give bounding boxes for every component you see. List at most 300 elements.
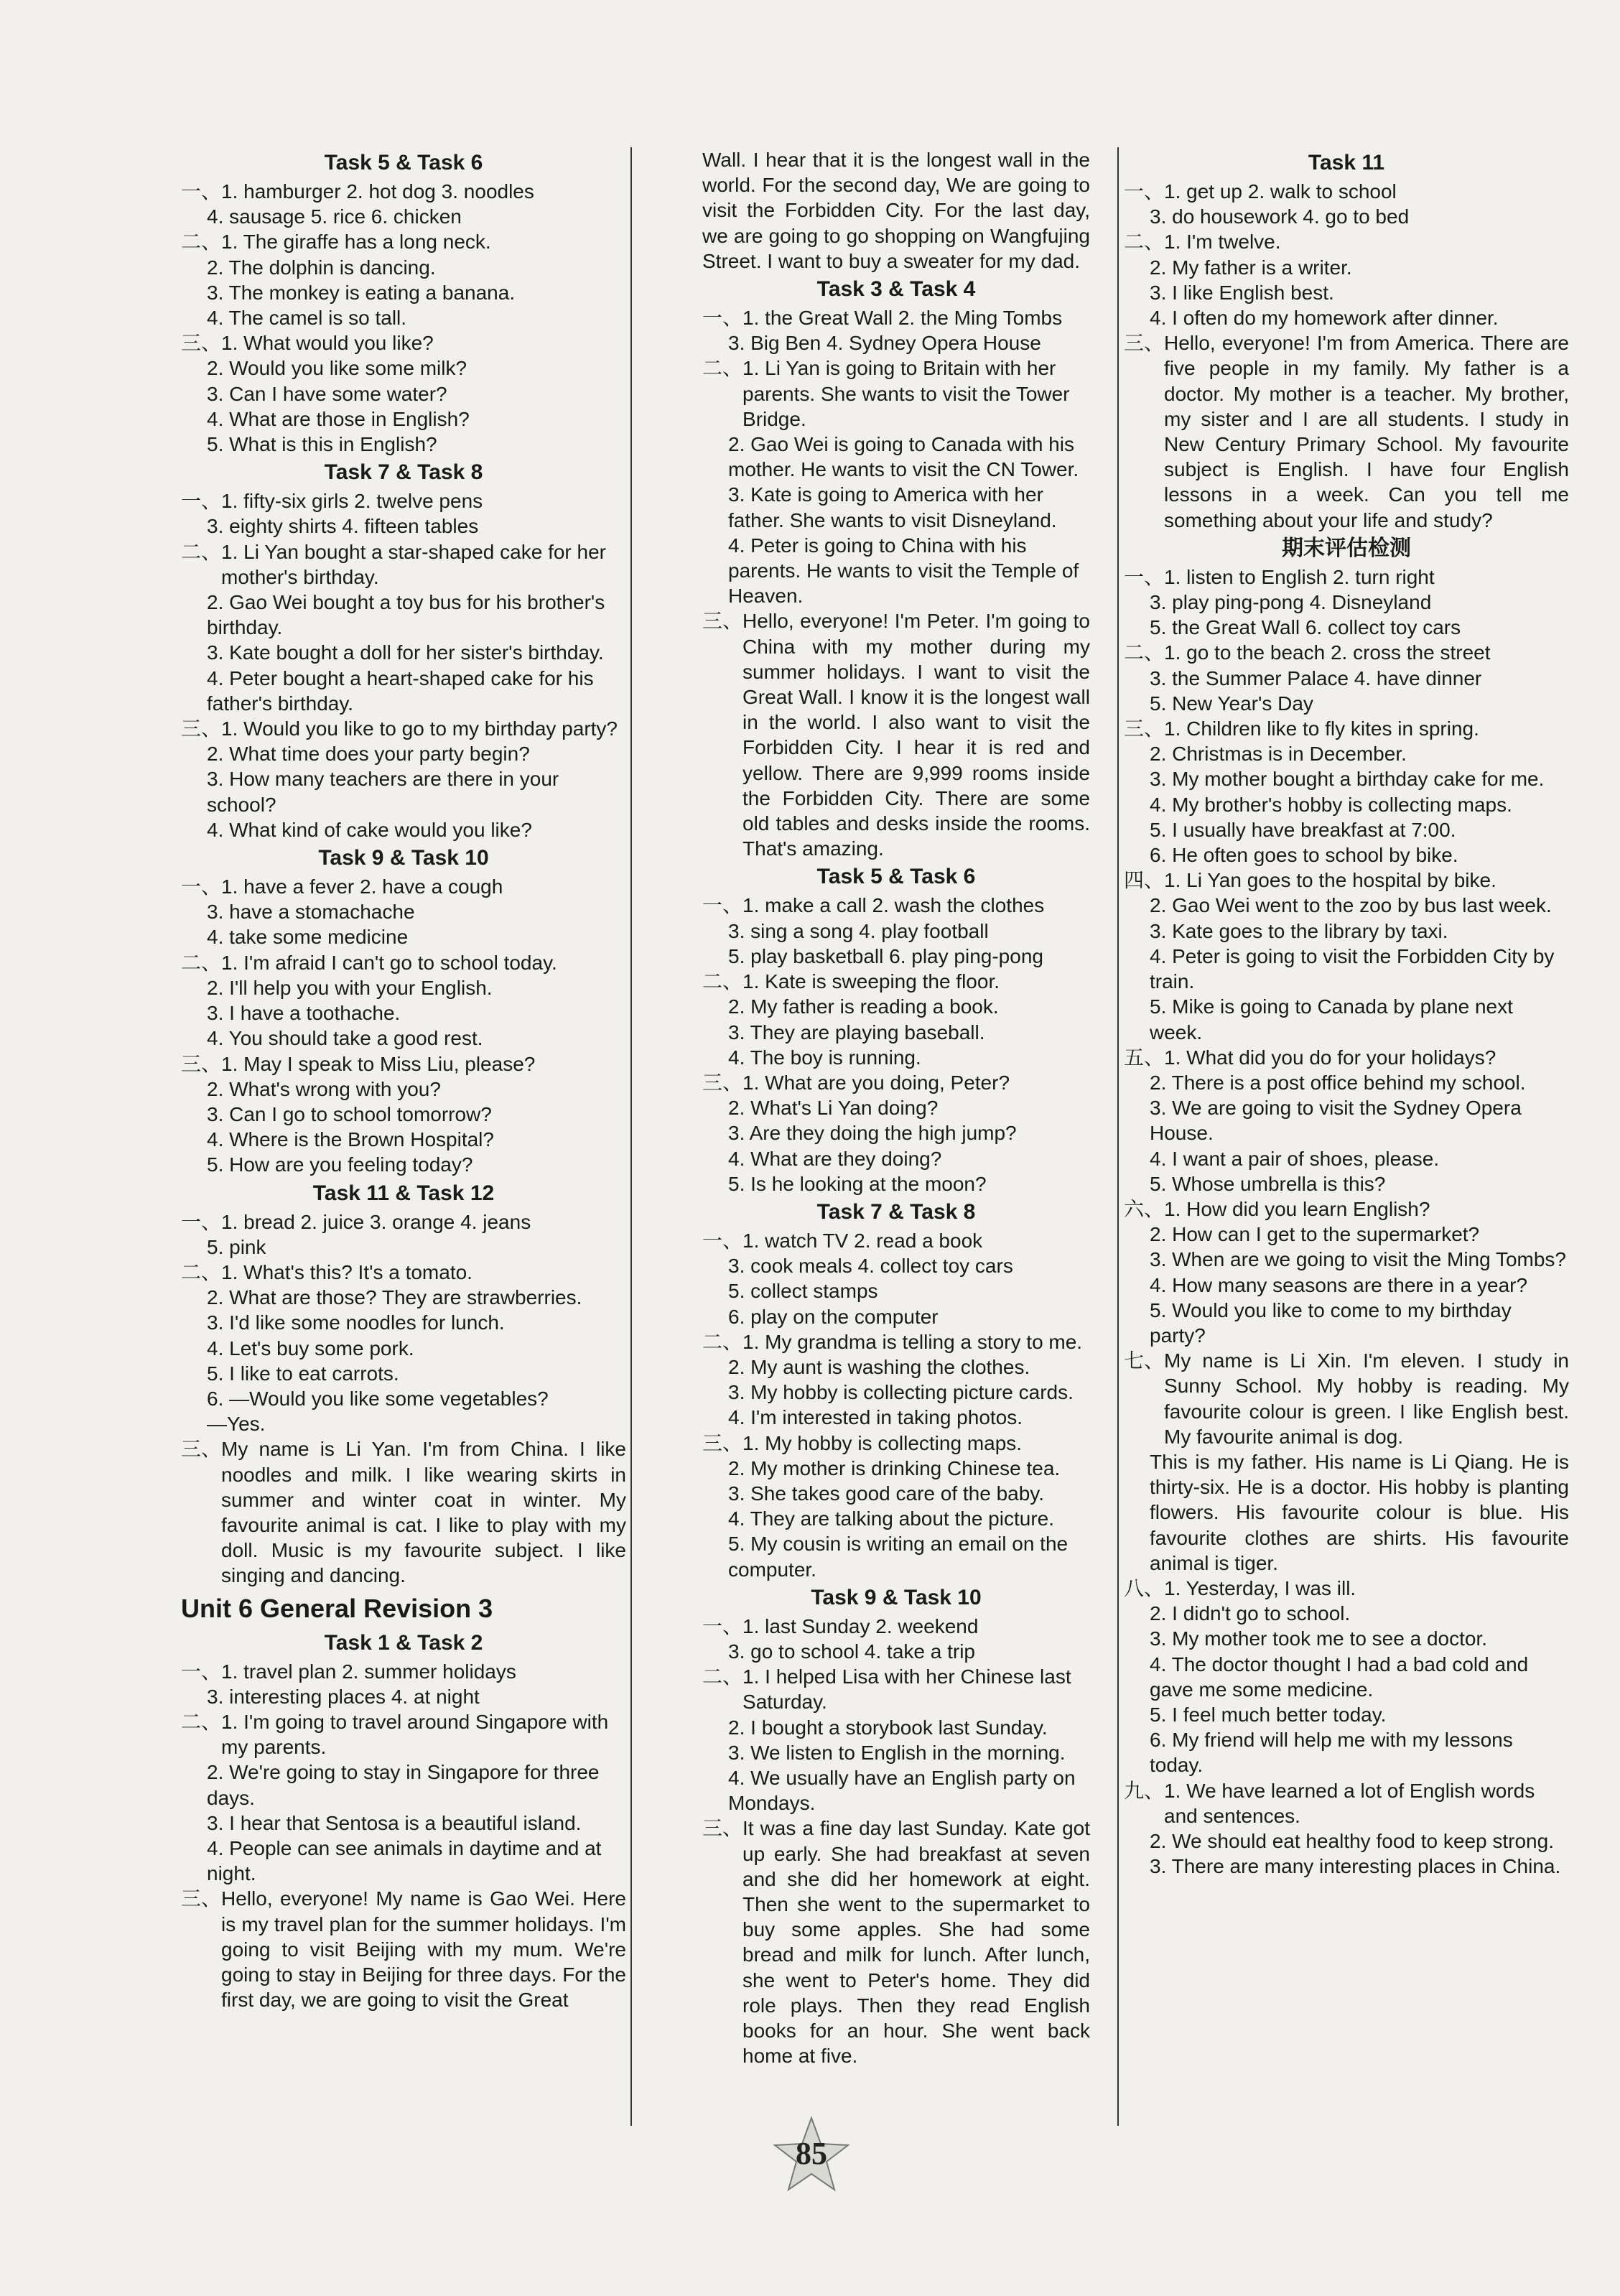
answer-text: 3. My mother took me to see a doctor. bbox=[1150, 1627, 1487, 1650]
answer-text: 5. Mike is going to Canada by plane next week. bbox=[1150, 995, 1513, 1044]
answer-group bbox=[702, 1614, 1090, 2069]
question-number bbox=[181, 432, 207, 457]
question-number bbox=[181, 1285, 207, 1310]
answer-item bbox=[702, 1740, 1090, 1765]
question-number bbox=[1124, 1601, 1150, 1626]
question-number bbox=[702, 1639, 728, 1664]
answer-item bbox=[702, 305, 1090, 330]
answer-item bbox=[181, 950, 626, 975]
answer-item bbox=[702, 533, 1090, 609]
answer-item bbox=[1124, 1626, 1569, 1651]
answer-item bbox=[181, 716, 626, 741]
answer-text: 1. Would you like to go to my birthday party? bbox=[221, 717, 618, 740]
question-number bbox=[1124, 1222, 1150, 1247]
answer-text: 4. We usually have an English party on Mondays. bbox=[728, 1766, 1076, 1815]
question-number bbox=[181, 1811, 207, 1836]
question-number bbox=[1124, 766, 1150, 791]
question-number bbox=[181, 899, 207, 924]
question-number bbox=[702, 1405, 728, 1430]
answer-item bbox=[702, 1120, 1090, 1145]
answer-item bbox=[1124, 842, 1569, 868]
question-number bbox=[1124, 590, 1150, 615]
answer-text: 6. He often goes to school by bike. bbox=[1150, 844, 1458, 867]
answer-item bbox=[181, 1684, 626, 1709]
question-number bbox=[181, 590, 207, 640]
column-divider-left bbox=[630, 147, 632, 2126]
answer-item bbox=[702, 1045, 1090, 1070]
answer-item bbox=[702, 893, 1090, 918]
answer-group bbox=[181, 874, 626, 1177]
answer-item bbox=[181, 640, 626, 665]
answer-text: 3. Can I go to school tomorrow? bbox=[207, 1102, 492, 1125]
answer-group bbox=[702, 147, 1090, 274]
answer-item bbox=[1124, 1854, 1569, 1879]
answer-group bbox=[181, 1659, 626, 2013]
question-number bbox=[702, 1146, 728, 1171]
answer-text: 5. New Year's Day bbox=[1150, 692, 1313, 715]
question-number: 三、 bbox=[181, 331, 222, 355]
answer-item bbox=[181, 1209, 626, 1235]
answer-item bbox=[702, 1095, 1090, 1120]
answer-item bbox=[181, 488, 626, 513]
answer-item bbox=[702, 432, 1090, 482]
answer-item bbox=[1124, 666, 1569, 691]
answer-text: My name is Li Yan. I'm from China. I like noodles and milk. I like wearing skirts in summer and winter coat in winter. My favourite animal is cat. I like to play with my doll. Music is my favourite subject. I like singing and dancing. bbox=[221, 1438, 626, 1587]
answer-text: 3. eighty shirts 4. fifteen tables bbox=[207, 515, 479, 538]
question-number bbox=[181, 1127, 207, 1152]
answer-paragraph bbox=[702, 1816, 1090, 2068]
answer-item bbox=[1124, 280, 1569, 305]
question-number: 三、 bbox=[181, 1051, 222, 1076]
answer-item bbox=[181, 817, 626, 842]
answer-text: 1. I'm afraid I can't go to school today. bbox=[221, 951, 557, 974]
answer-column-3 bbox=[1124, 147, 1569, 1879]
answer-text: 1. What would you like? bbox=[221, 332, 434, 355]
answer-item bbox=[1124, 204, 1569, 229]
answer-text: 1. Kate is sweeping the floor. bbox=[742, 970, 1000, 993]
question-number bbox=[181, 1411, 207, 1436]
answer-item bbox=[181, 1285, 626, 1310]
answer-text: 1. Li Yan is going to Britain with her parents. She wants to visit the Tower Bridge. bbox=[742, 357, 1070, 430]
answer-text: 2. My father is reading a book. bbox=[728, 995, 999, 1018]
answer-item bbox=[1124, 179, 1569, 204]
question-number bbox=[1124, 1095, 1150, 1145]
answer-item bbox=[181, 1102, 626, 1127]
answer-item bbox=[181, 204, 626, 229]
page-number-badge bbox=[772, 2115, 851, 2194]
answer-item bbox=[702, 1304, 1090, 1329]
question-number: 四、 bbox=[1124, 868, 1165, 893]
answer-item bbox=[1124, 766, 1569, 791]
question-number bbox=[181, 1386, 207, 1411]
answer-item bbox=[702, 994, 1090, 1019]
answer-text: 1. May I speak to Miss Liu, please? bbox=[221, 1052, 536, 1075]
answer-text: 2. What's wrong with you? bbox=[207, 1077, 441, 1100]
question-number bbox=[1124, 994, 1150, 1044]
question-number bbox=[181, 766, 207, 817]
answer-item bbox=[702, 969, 1090, 994]
question-number: 三、 bbox=[702, 1431, 743, 1455]
answer-text: 1. last Sunday 2. weekend bbox=[742, 1614, 979, 1637]
question-number bbox=[181, 1310, 207, 1335]
answer-item bbox=[181, 590, 626, 640]
answer-text: 1. I helped Lisa with her Chinese last Saturday. bbox=[742, 1665, 1071, 1714]
answer-item bbox=[1124, 1146, 1569, 1171]
answer-text: 2. How can I get to the supermarket? bbox=[1150, 1223, 1480, 1246]
answer-item bbox=[181, 975, 626, 1000]
answer-item bbox=[181, 1361, 626, 1386]
answer-text: 2. Gao Wei went to the zoo by bus last week. bbox=[1150, 894, 1552, 917]
answer-text: 3. I'd like some noodles for lunch. bbox=[207, 1311, 505, 1334]
answer-text: It was a fine day last Sunday. Kate got up early. She had breakfast at seven and she did her homework at eight. Then she went to the supermarket to buy some apples. She had some bread and milk for lunch. After lunch, she went to Peter's home. They did role plays. Then they read English books for an hour. She went back home at five. bbox=[742, 1817, 1090, 2068]
answer-text: 1. the Great Wall 2. the Ming Tombs bbox=[742, 307, 1063, 330]
question-number bbox=[702, 1531, 728, 1581]
answer-item bbox=[1124, 1778, 1569, 1828]
answer-text: 5. Would you like to come to my birthday party? bbox=[1150, 1298, 1512, 1347]
answer-item bbox=[702, 1228, 1090, 1253]
question-number bbox=[702, 944, 728, 969]
question-number bbox=[702, 1171, 728, 1196]
answer-item bbox=[1124, 1652, 1569, 1702]
answer-item bbox=[181, 513, 626, 539]
answer-item bbox=[1124, 741, 1569, 766]
answer-item bbox=[702, 1171, 1090, 1196]
question-number bbox=[702, 1715, 728, 1740]
answer-item bbox=[702, 1664, 1090, 1714]
answer-group bbox=[1124, 564, 1569, 1879]
question-number: 一、 bbox=[702, 893, 743, 918]
question-number bbox=[1124, 1146, 1150, 1171]
question-number bbox=[702, 533, 728, 609]
answer-item bbox=[181, 666, 626, 716]
answer-text: 1. What did you do for your holidays? bbox=[1164, 1046, 1496, 1069]
answer-item bbox=[181, 1760, 626, 1810]
answer-item bbox=[181, 1811, 626, 1836]
question-number: 二、 bbox=[702, 356, 743, 381]
answer-text: 1. We have learned a lot of English words and sentences. bbox=[1164, 1779, 1535, 1827]
answer-item bbox=[181, 381, 626, 406]
answer-text: 1. hamburger 2. hot dog 3. noodles bbox=[221, 180, 534, 203]
question-number: 一、 bbox=[1124, 564, 1165, 589]
question-number: 三、 bbox=[1124, 331, 1165, 355]
answer-text: 2. Gao Wei bought a toy bus for his brother's birthday. bbox=[207, 591, 605, 639]
answer-text: 3. Kate bought a doll for her sister's birthday. bbox=[207, 641, 604, 664]
question-number bbox=[702, 994, 728, 1019]
answer-item bbox=[181, 1709, 626, 1760]
answer-item bbox=[181, 229, 626, 254]
answer-item bbox=[1124, 1070, 1569, 1095]
answer-text: 4. I often do my homework after dinner. bbox=[1150, 307, 1499, 330]
question-number bbox=[702, 1304, 728, 1329]
question-number: 三、 bbox=[702, 1816, 743, 1841]
answer-item bbox=[1124, 1576, 1569, 1601]
answer-text: 4. Peter is going to visit the Forbidden City by train. bbox=[1150, 944, 1555, 993]
answer-text: 1. I'm twelve. bbox=[1164, 231, 1281, 254]
question-number bbox=[181, 975, 207, 1000]
answer-item bbox=[702, 1531, 1090, 1581]
question-number bbox=[181, 305, 207, 330]
answer-text: 3. There are many interesting places in China. bbox=[1150, 1855, 1561, 1878]
question-number bbox=[1124, 919, 1150, 944]
question-number bbox=[181, 1361, 207, 1386]
answer-text: 2. The dolphin is dancing. bbox=[207, 256, 436, 279]
question-number bbox=[1124, 204, 1150, 229]
answer-text: 3. I hear that Sentosa is a beautiful island. bbox=[207, 1811, 582, 1834]
answer-text: 5. play basketball 6. play ping-pong bbox=[728, 944, 1043, 967]
question-number bbox=[702, 1456, 728, 1481]
question-number: 一、 bbox=[702, 1614, 743, 1638]
answer-item bbox=[181, 1260, 626, 1285]
section-heading: Task 5 & Task 6 bbox=[324, 151, 483, 175]
answer-item bbox=[1124, 1171, 1569, 1196]
question-number bbox=[702, 1020, 728, 1045]
answer-item bbox=[702, 1481, 1090, 1506]
answer-text: 4. Peter bought a heart-shaped cake for his father's birthday. bbox=[207, 666, 594, 715]
question-number bbox=[702, 1765, 728, 1816]
question-number: 二、 bbox=[181, 950, 222, 975]
question-number bbox=[702, 432, 728, 482]
answer-text: 5. What is this in English? bbox=[207, 433, 437, 456]
question-number bbox=[1124, 1626, 1150, 1651]
answer-item bbox=[181, 255, 626, 280]
answer-text: 3. have a stomachache bbox=[207, 901, 415, 924]
question-number bbox=[181, 741, 207, 766]
answer-group bbox=[181, 1209, 626, 1589]
answer-text: 6. My friend will help me with my lessons today. bbox=[1150, 1729, 1513, 1777]
answer-item bbox=[1124, 1095, 1569, 1145]
answer-item bbox=[181, 330, 626, 355]
answer-item bbox=[702, 1020, 1090, 1045]
answer-text: 2. I bought a storybook last Sunday. bbox=[728, 1716, 1048, 1739]
answer-item bbox=[1124, 1045, 1569, 1070]
answer-item bbox=[702, 1639, 1090, 1664]
answer-text: 1. Li Yan goes to the hospital by bike. bbox=[1164, 869, 1496, 892]
question-number bbox=[181, 1026, 207, 1051]
answer-text: 4. Peter is going to China with his parents. He wants to visit the Temple of Heaven. bbox=[728, 534, 1079, 608]
answer-item bbox=[702, 919, 1090, 944]
answer-group bbox=[181, 179, 626, 457]
answer-item bbox=[181, 406, 626, 432]
answer-text: 2. Gao Wei is going to Canada with his mother. He wants to visit the CN Tower. bbox=[728, 433, 1079, 481]
answer-paragraph bbox=[181, 1436, 626, 1588]
answer-text: 3. We are going to visit the Sydney Opera House. bbox=[1150, 1097, 1522, 1145]
question-number bbox=[181, 255, 207, 280]
answer-item bbox=[702, 1614, 1090, 1639]
answer-item bbox=[1124, 944, 1569, 994]
answer-text: 3. Kate is going to America with her father. She wants to visit Disneyland. bbox=[728, 483, 1057, 531]
answer-text: 4. How many seasons are there in a year? bbox=[1150, 1273, 1528, 1296]
section-heading: Task 7 & Task 8 bbox=[816, 1199, 976, 1224]
question-number bbox=[181, 666, 207, 716]
answer-item bbox=[702, 330, 1090, 355]
answer-text: 3. the Summer Palace 4. have dinner bbox=[1150, 666, 1482, 689]
answer-paragraph bbox=[702, 608, 1090, 861]
question-number bbox=[1124, 305, 1150, 330]
question-number bbox=[1124, 944, 1150, 994]
answer-text: 3. cook meals 4. collect toy cars bbox=[728, 1255, 1013, 1278]
question-number bbox=[702, 1740, 728, 1765]
answer-text: 1. get up 2. walk to school bbox=[1164, 180, 1397, 203]
answer-text: 5. the Great Wall 6. collect toy cars bbox=[1150, 616, 1461, 639]
question-number bbox=[1124, 255, 1150, 280]
answer-text: 4. They are talking about the picture. bbox=[728, 1507, 1054, 1530]
answer-item bbox=[1124, 1601, 1569, 1626]
question-number bbox=[702, 1278, 728, 1303]
answer-text: 2. I'll help you with your English. bbox=[207, 976, 493, 999]
section-heading: Task 7 & Task 8 bbox=[324, 460, 483, 485]
question-number bbox=[181, 355, 207, 381]
question-number bbox=[181, 513, 207, 539]
question-number: 七、 bbox=[1124, 1349, 1165, 1373]
question-number: 二、 bbox=[1124, 230, 1165, 254]
answer-text: 3. They are playing baseball. bbox=[728, 1021, 985, 1044]
answer-text: 3. go to school 4. take a trip bbox=[728, 1640, 975, 1663]
section-heading: Unit 6 General Revision 3 bbox=[181, 1593, 493, 1623]
answer-text: 4. The doctor thought I had a bad cold and gave me some medicine. bbox=[1150, 1653, 1529, 1701]
answer-text: 6. —Would you like some vegetables? bbox=[207, 1387, 549, 1410]
answer-group bbox=[702, 893, 1090, 1196]
answer-text: 1. The giraffe has a long neck. bbox=[221, 231, 491, 254]
answer-text: This is my father. His name is Li Qiang. He is thirty-six. He is a doctor. His hobby is planting flowers. His favourite colour is blue. His favourite clothes are shirts. His favourite animal is tiger. bbox=[1150, 1450, 1569, 1574]
answer-text: 3. My hobby is collecting picture cards. bbox=[728, 1381, 1074, 1404]
question-number bbox=[1124, 1652, 1150, 1702]
answer-text: 3. She takes good care of the baby. bbox=[728, 1482, 1045, 1505]
answer-text: 2. What time does your party begin? bbox=[207, 743, 530, 766]
answer-text: 4. People can see animals in daytime and at night. bbox=[207, 1836, 602, 1885]
answer-item bbox=[1124, 1196, 1569, 1222]
answer-item bbox=[181, 305, 626, 330]
answer-group bbox=[702, 305, 1090, 861]
question-number: 三、 bbox=[181, 1887, 222, 1911]
answer-text: 3. Are they doing the high jump? bbox=[728, 1122, 1017, 1145]
answer-text: 1. My hobby is collecting maps. bbox=[742, 1431, 1023, 1454]
question-number bbox=[1124, 1273, 1150, 1298]
answer-item bbox=[702, 1146, 1090, 1171]
answer-item bbox=[702, 1278, 1090, 1303]
question-number bbox=[181, 1077, 207, 1102]
answer-item bbox=[1124, 590, 1569, 615]
answer-text: 2. What's Li Yan doing? bbox=[728, 1097, 939, 1120]
answer-text: 3. Can I have some water? bbox=[207, 382, 447, 405]
answer-text: 1. watch TV 2. read a book bbox=[742, 1229, 983, 1252]
answer-text: —Yes. bbox=[207, 1413, 266, 1436]
answer-paragraph bbox=[1124, 1449, 1569, 1576]
answer-item bbox=[702, 1765, 1090, 1816]
question-number: 二、 bbox=[702, 1665, 743, 1689]
answer-item bbox=[1124, 691, 1569, 716]
answer-text: 4. The boy is running. bbox=[728, 1046, 921, 1069]
question-number bbox=[181, 280, 207, 305]
answer-item bbox=[181, 1659, 626, 1684]
answer-text: 1. What are you doing, Peter? bbox=[742, 1071, 1010, 1094]
answer-item bbox=[181, 899, 626, 924]
question-number: 一、 bbox=[181, 1209, 222, 1234]
question-number: 八、 bbox=[1124, 1576, 1165, 1600]
answer-item bbox=[181, 1836, 626, 1886]
section-heading: Task 1 & Task 2 bbox=[324, 1630, 483, 1655]
answer-text: 5. collect stamps bbox=[728, 1280, 878, 1303]
section-heading: Task 11 & Task 12 bbox=[312, 1181, 495, 1205]
answer-item bbox=[1124, 716, 1569, 741]
answer-item bbox=[181, 1336, 626, 1361]
question-number bbox=[181, 640, 207, 665]
question-number: 一、 bbox=[181, 875, 222, 899]
answer-text: 4. My brother's hobby is collecting maps. bbox=[1150, 793, 1512, 816]
question-number: 五、 bbox=[1124, 1045, 1165, 1069]
answer-paragraph bbox=[1124, 1348, 1569, 1449]
answer-text: 3. I like English best. bbox=[1150, 281, 1334, 304]
answer-text: 1. What's this? It's a tomato. bbox=[221, 1260, 472, 1283]
answer-item bbox=[702, 1506, 1090, 1531]
answer-item bbox=[181, 1386, 626, 1411]
answer-item bbox=[1124, 1727, 1569, 1777]
answer-paragraph bbox=[181, 1886, 626, 2012]
question-number: 二、 bbox=[181, 1709, 222, 1734]
answer-text: 1. Children like to fly kites in spring. bbox=[1164, 717, 1479, 740]
answer-item bbox=[702, 1405, 1090, 1430]
question-number bbox=[181, 406, 207, 432]
answer-text: 2. I didn't go to school. bbox=[1150, 1602, 1351, 1625]
section-heading: Task 5 & Task 6 bbox=[816, 865, 976, 889]
question-number: 三、 bbox=[181, 1437, 222, 1461]
answer-text: 2. Would you like some milk? bbox=[207, 357, 467, 380]
answer-item bbox=[1124, 817, 1569, 842]
answer-text: 1. Yesterday, I was ill. bbox=[1164, 1576, 1356, 1599]
question-number: 三、 bbox=[702, 1070, 743, 1094]
answer-text: 3. play ping-pong 4. Disneyland bbox=[1150, 591, 1432, 614]
answer-item bbox=[1124, 792, 1569, 817]
question-number bbox=[181, 1235, 207, 1260]
answer-group bbox=[181, 488, 626, 842]
question-number: 一、 bbox=[181, 489, 222, 513]
answer-text: 5. pink bbox=[207, 1235, 266, 1258]
answer-item bbox=[181, 766, 626, 817]
question-number bbox=[1124, 280, 1150, 305]
answer-text: 4. You should take a good rest. bbox=[207, 1027, 483, 1050]
answer-item bbox=[181, 1235, 626, 1260]
question-number bbox=[702, 1095, 728, 1120]
answer-item bbox=[1124, 1247, 1569, 1272]
question-number bbox=[1124, 817, 1150, 842]
answer-item bbox=[702, 944, 1090, 969]
question-number bbox=[181, 1152, 207, 1177]
answer-text: 1. Li Yan bought a star-shaped cake for her mother's birthday. bbox=[221, 540, 606, 588]
answer-text: 4. What kind of cake would you like? bbox=[207, 818, 532, 841]
answer-text: 3. do housework 4. go to bed bbox=[1150, 205, 1410, 228]
answer-item bbox=[181, 432, 626, 457]
answer-item bbox=[702, 1380, 1090, 1405]
question-number bbox=[181, 1102, 207, 1127]
answer-text: 3. Big Ben 4. Sydney Opera House bbox=[728, 332, 1041, 355]
question-number: 一、 bbox=[1124, 180, 1165, 203]
answer-text: 3. We listen to English in the morning. bbox=[728, 1741, 1066, 1764]
question-number bbox=[702, 330, 728, 355]
answer-item bbox=[181, 1077, 626, 1102]
question-number bbox=[702, 482, 728, 532]
answer-item bbox=[1124, 1273, 1569, 1298]
answer-text: 4. What are they doing? bbox=[728, 1147, 942, 1170]
answer-column-1 bbox=[181, 147, 626, 2012]
answer-item bbox=[181, 924, 626, 949]
answer-group bbox=[1124, 179, 1569, 533]
answer-text: 2. My mother is drinking Chinese tea. bbox=[728, 1456, 1061, 1479]
question-number bbox=[181, 1760, 207, 1810]
answer-text: 2. There is a post office behind my school. bbox=[1150, 1071, 1526, 1094]
answer-text: Hello, everyone! I'm Peter. I'm going to China with my mother during my summer holidays. I want to visit the Great Wall. I know it is the longest wall in the world. I also want to visit the Forbidden City. I hear it is red and yellow. There are 9,999 rooms inside the Forbidden City. There are some old tables and desks inside the rooms. That's amazing. bbox=[742, 610, 1090, 860]
answer-item bbox=[1124, 919, 1569, 944]
question-number bbox=[702, 1120, 728, 1145]
answer-item bbox=[181, 1051, 626, 1077]
